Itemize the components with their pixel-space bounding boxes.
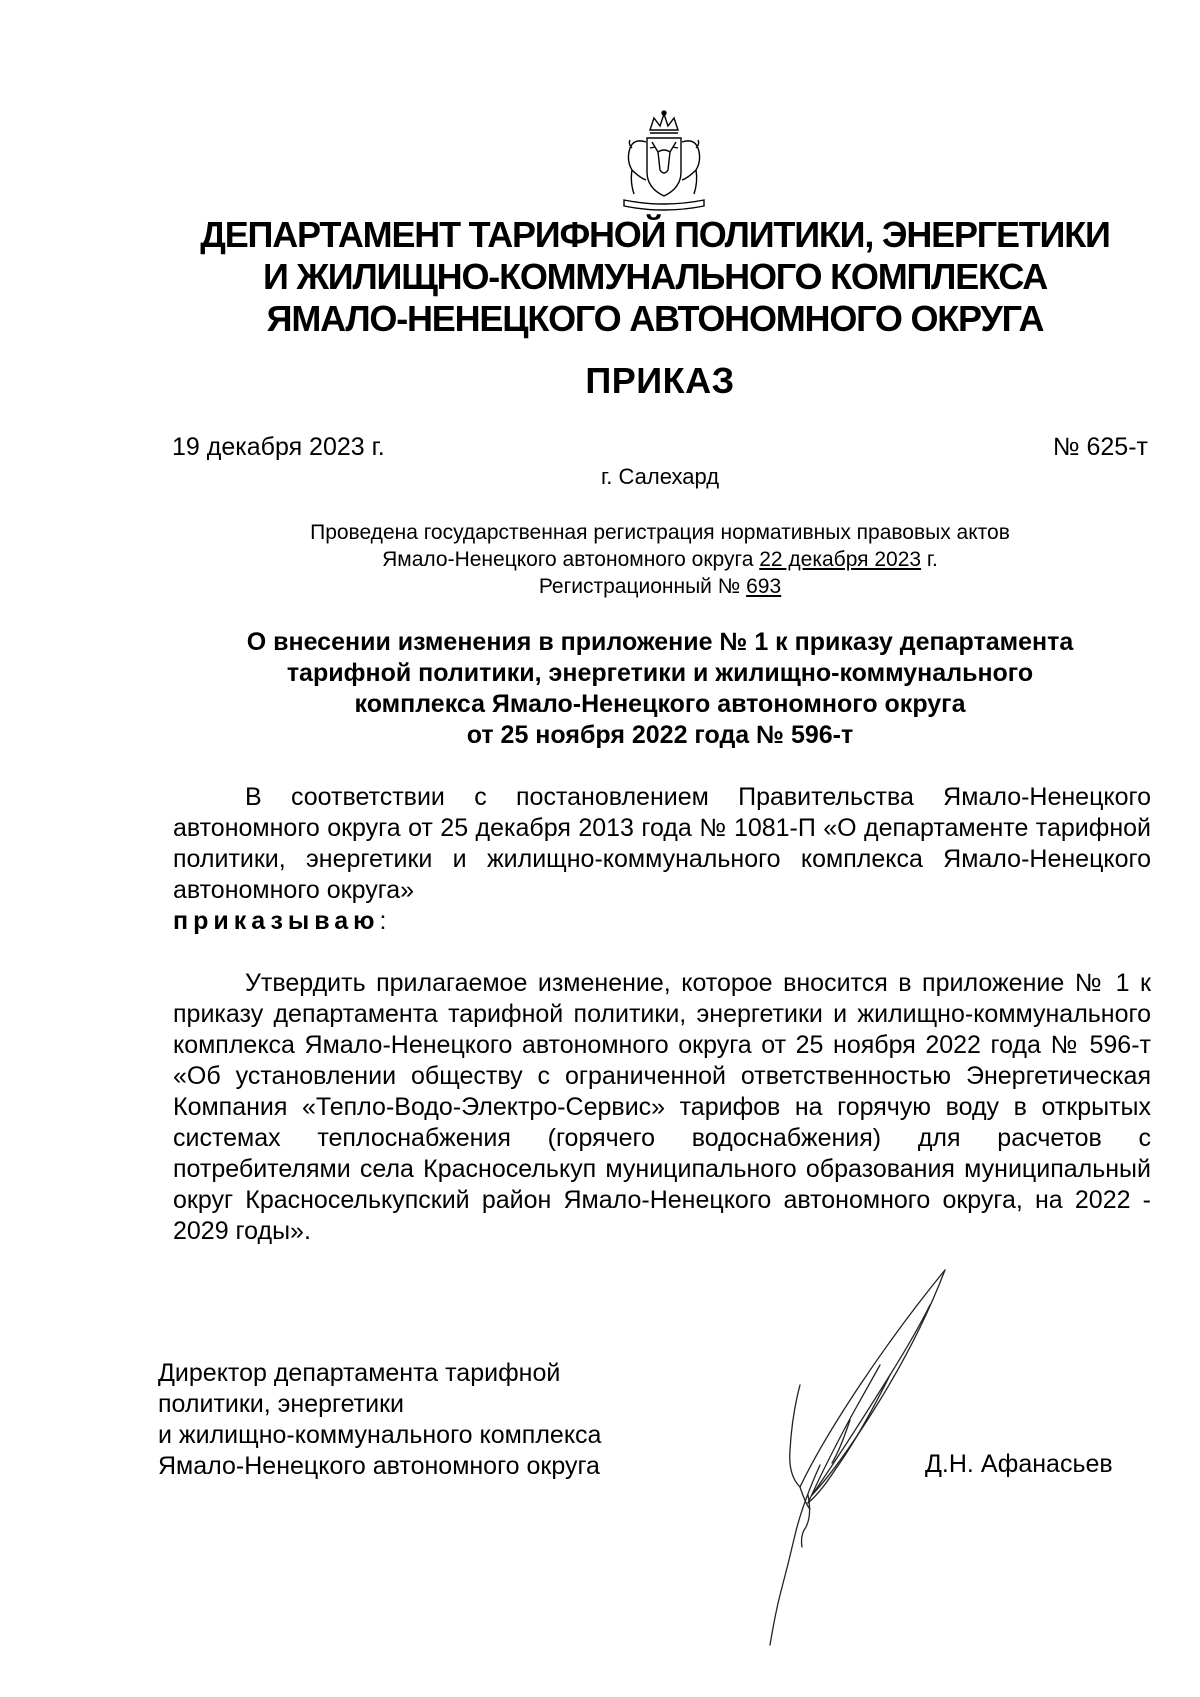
order-date: 19 декабря 2023 г. xyxy=(172,433,385,461)
department-title xyxy=(100,214,1200,340)
order-city: г. Салехард xyxy=(600,464,720,489)
signer-name: Д.Н. Афанасьев xyxy=(925,1450,1113,1478)
department-title-line: И ЖИЛИЩНО-КОММУНАЛЬНОГО КОМПЛЕКСА xyxy=(262,256,1048,297)
document-type-title: ПРИКАЗ xyxy=(585,360,735,401)
department-title-line: ЯМАЛО-НЕНЕЦКОГО АВТОНОМНОГО ОКРУГА xyxy=(266,298,1044,339)
resolution-paragraph xyxy=(173,968,1151,1247)
registration-line-1: Проведена государственная регистрация нормативных правовых актов xyxy=(310,521,1010,544)
order-word: приказываю xyxy=(173,907,380,935)
signer-title-line: Директор департамента тарифной xyxy=(158,1359,561,1387)
signer-title-line: Ямало-Ненецкого автономного округа xyxy=(158,1452,600,1480)
order-colon: : xyxy=(379,907,387,935)
registration-line-2 xyxy=(0,546,1200,573)
registration-label: Регистрационный № xyxy=(538,575,747,598)
order-number: № 625-т xyxy=(1052,433,1148,461)
registration-year-suffix: г. xyxy=(921,548,938,571)
preamble-text: В соответствии с постановлением Правительства Ямало-Ненецкого автономного округа от 25 декабря 2013 года № 1081-П «О департаменте тарифной политики, энергетики и жилищно-коммунального комплекса Ямало-Ненецкого автономного округа» xyxy=(173,783,1151,904)
signer-title-line: политики, энергетики xyxy=(158,1390,404,1418)
signer-title-line: и жилищно-коммунального комплекса xyxy=(158,1421,602,1449)
preamble-paragraph xyxy=(173,782,1151,937)
subject-line: тарифной политики, энергетики и жилищно-коммунального xyxy=(286,659,1034,687)
resolution-text: Утвердить прилагаемое изменение, которое вносится в приложение № 1 к приказу департамента тарифной политики, энергетики и жилищно-коммунального комплекса Ямало-Ненецкого автономного округа от 25 ноября 2022 года № 596-т «Об установлении обществу с ограниченной ответственностью Энергетическая Компания «Тепло-Водо-Электро-Сервис» тарифов на горячую воду в открытых системах теплоснабжения (горячего водоснабжения) для расчетов с потребителями села Красноселькуп муниципального образования муниципальный округ Красноселькупский район Ямало-Ненецкого автономного округа, на 2022 - 2029 годы». xyxy=(173,969,1151,1245)
registration-number: 693 xyxy=(746,575,782,598)
registration-date: 22 декабря 2023 xyxy=(759,548,922,571)
order-subject xyxy=(140,627,1180,751)
subject-line: комплекса Ямало-Ненецкого автономного округа xyxy=(354,690,966,718)
registration-note xyxy=(0,519,1200,600)
subject-line: О внесении изменения в приложение № 1 к приказу департамента xyxy=(246,628,1074,656)
yamal-coat-of-arms-icon xyxy=(620,108,708,214)
signer-title xyxy=(158,1358,601,1482)
subject-line: от 25 ноября 2022 года № 596-т xyxy=(466,721,854,749)
registration-region: Ямало-Ненецкого автономного округа xyxy=(382,548,760,571)
department-title-line: ДЕПАРТАМЕНТ ТАРИФНОЙ ПОЛИТИКИ, ЭНЕРГЕТИКИ xyxy=(200,214,1110,255)
registration-line-3 xyxy=(0,573,1200,600)
